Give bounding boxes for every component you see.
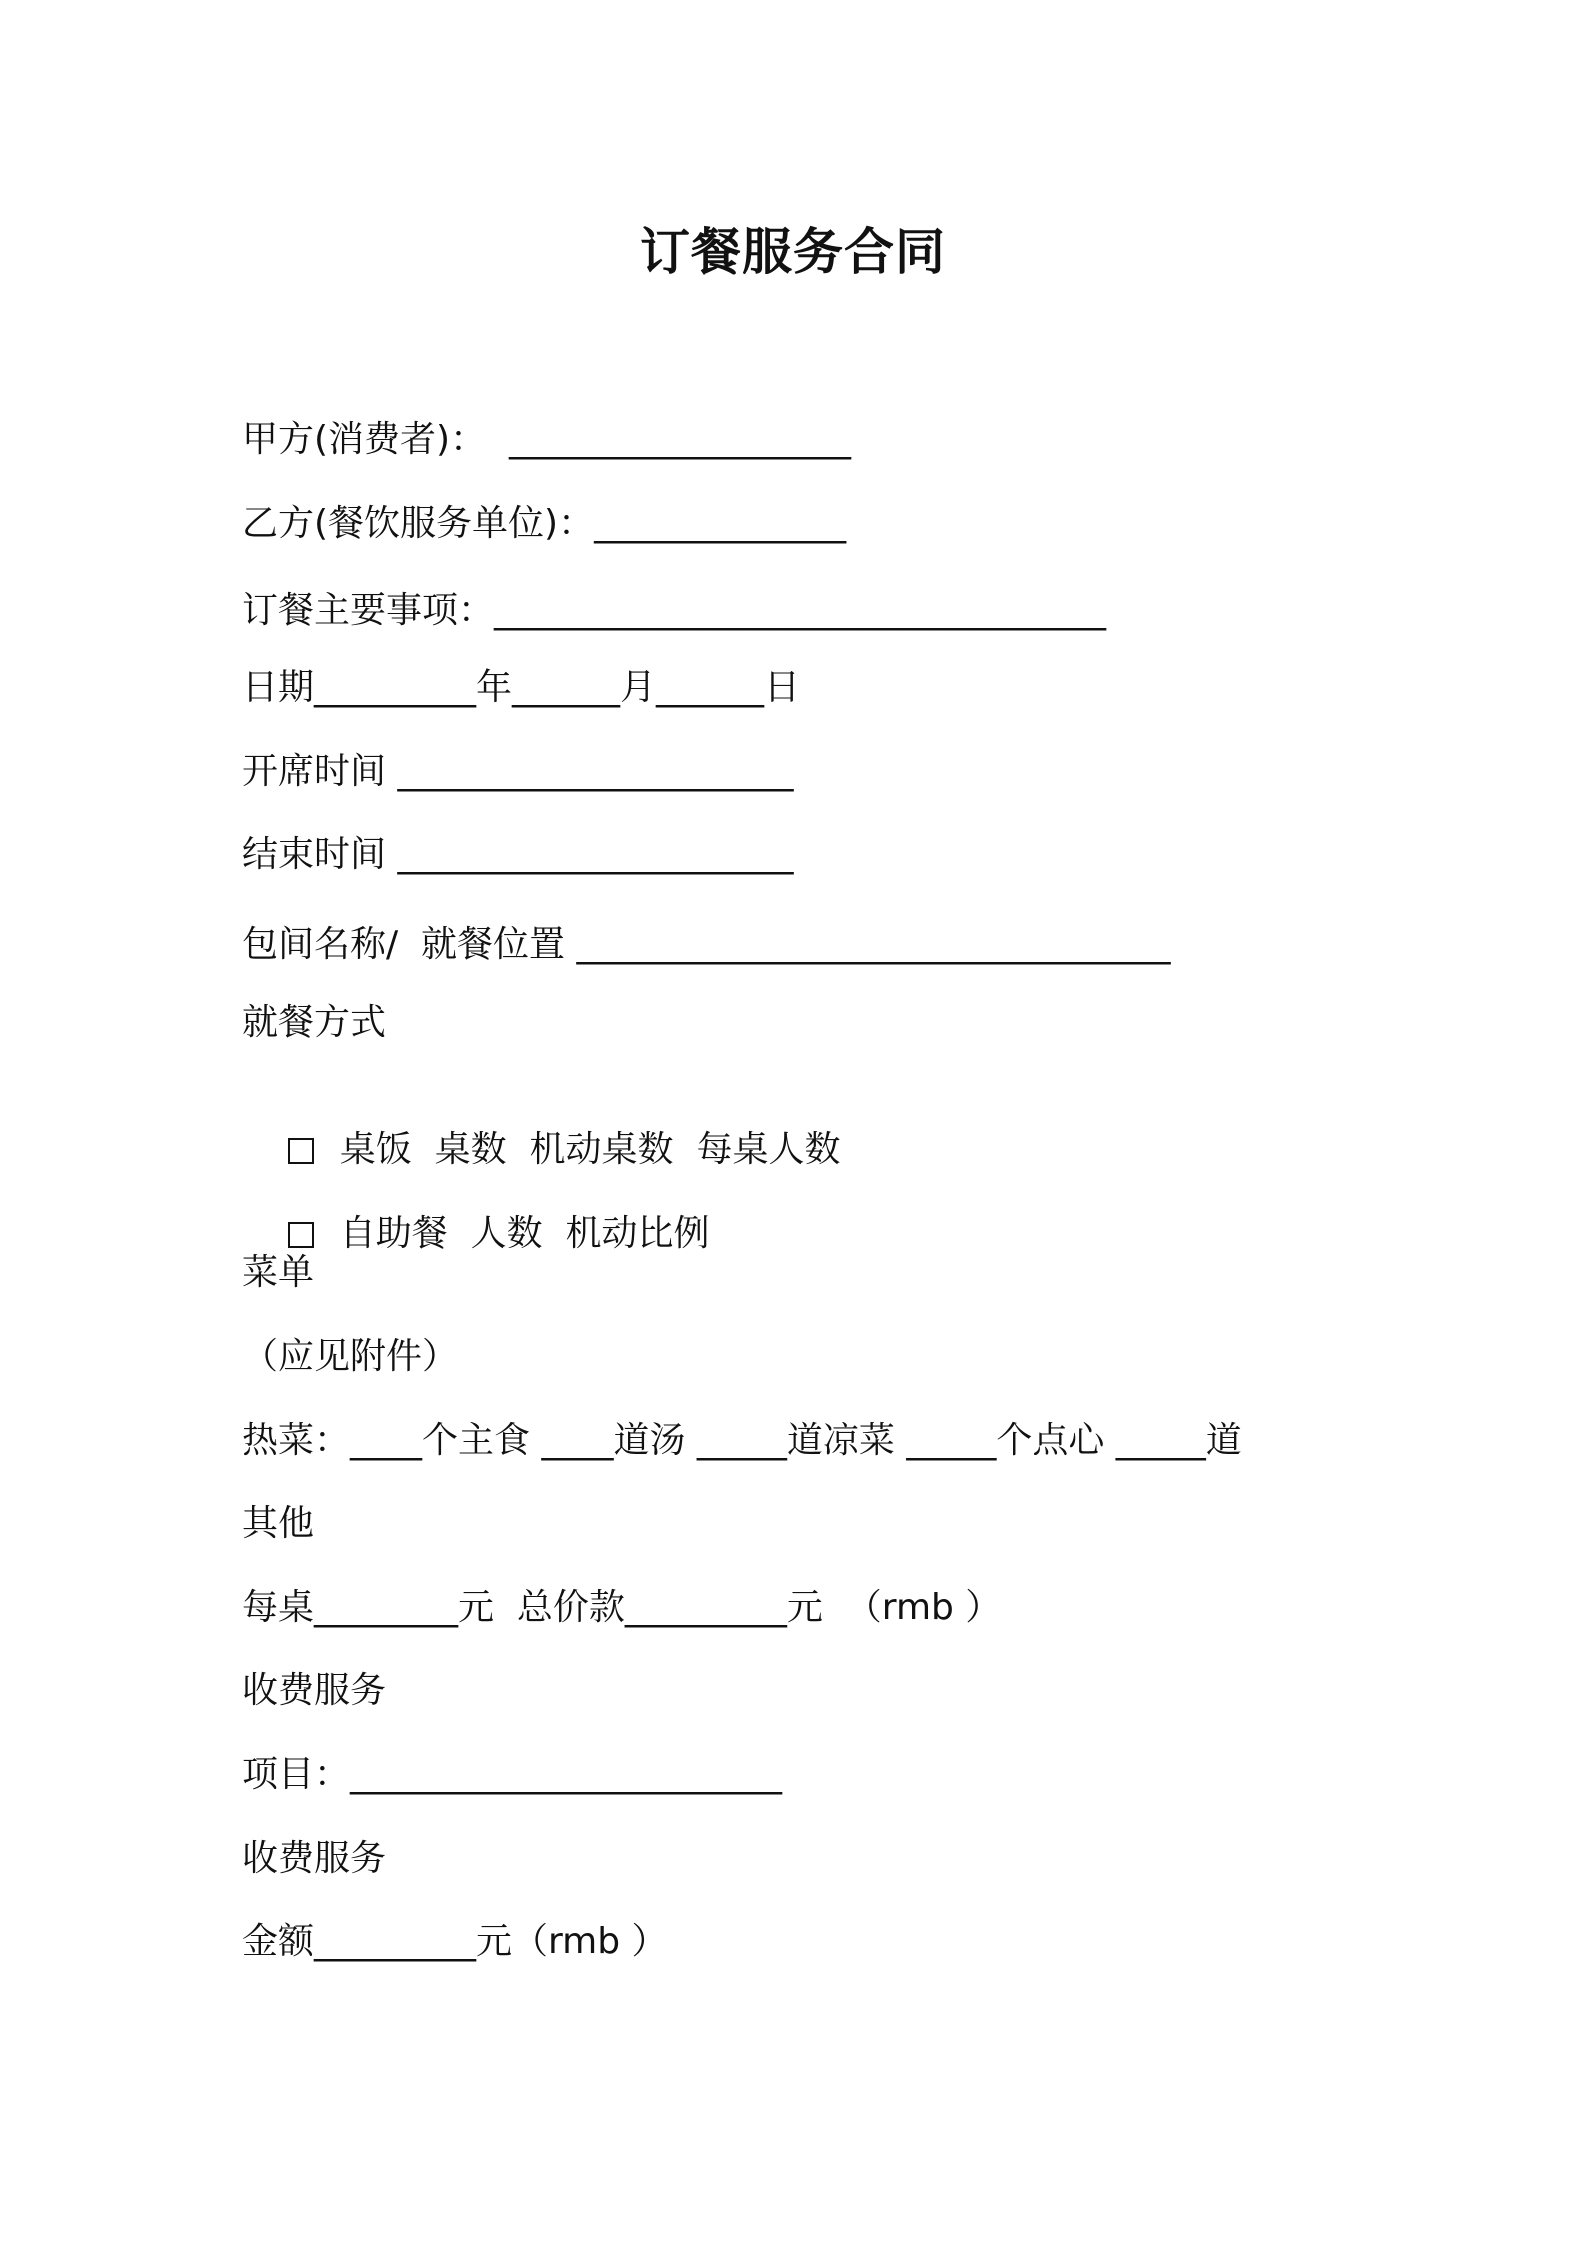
paid-service-heading-1: 收费服务 [242, 1670, 387, 1711]
buffet-label: 自助餐 人数 机动比例 [339, 1213, 710, 1254]
menu-heading: 菜单 [242, 1252, 315, 1293]
service-item-line: 项目：________________________ [242, 1754, 783, 1795]
dining-method-heading: 就餐方式 [242, 1002, 387, 1043]
end-time-line: 结束时间 ______________________ [242, 834, 794, 875]
start-time-line: 开席时间 ______________________ [242, 751, 794, 792]
other-heading: 其他 [242, 1503, 315, 1544]
document-title: 订餐服务合同 [640, 223, 946, 281]
paid-service-heading-2: 收费服务 [242, 1838, 387, 1879]
party-b-line: 乙方(餐饮服务单位)：______________ [242, 503, 847, 544]
buffet-checkbox[interactable] [288, 1222, 314, 1248]
room-location-line: 包间名称/ 就餐位置 _________________________________ [242, 924, 1171, 965]
table-meal-label: 桌饭 桌数 机动桌数 每桌人数 [339, 1129, 841, 1170]
party-a-line: 甲方(消费者)： ___________________ [242, 419, 851, 460]
amount-line: 金额_________元（rmb ） [242, 1921, 668, 1962]
table-meal-checkbox[interactable] [288, 1138, 314, 1164]
main-items-line: 订餐主要事项：__________________________________ [242, 590, 1107, 631]
date-line: 日期_________年______月______日 [242, 667, 801, 708]
menu-attachment-note: （应见附件） [242, 1336, 459, 1377]
dishes-line: 热菜：____个主食 ____道汤 _____道凉菜 _____个点心 _____道 [242, 1420, 1242, 1461]
price-line: 每桌________元 总价款_________元 （rmb ） [242, 1587, 1002, 1628]
